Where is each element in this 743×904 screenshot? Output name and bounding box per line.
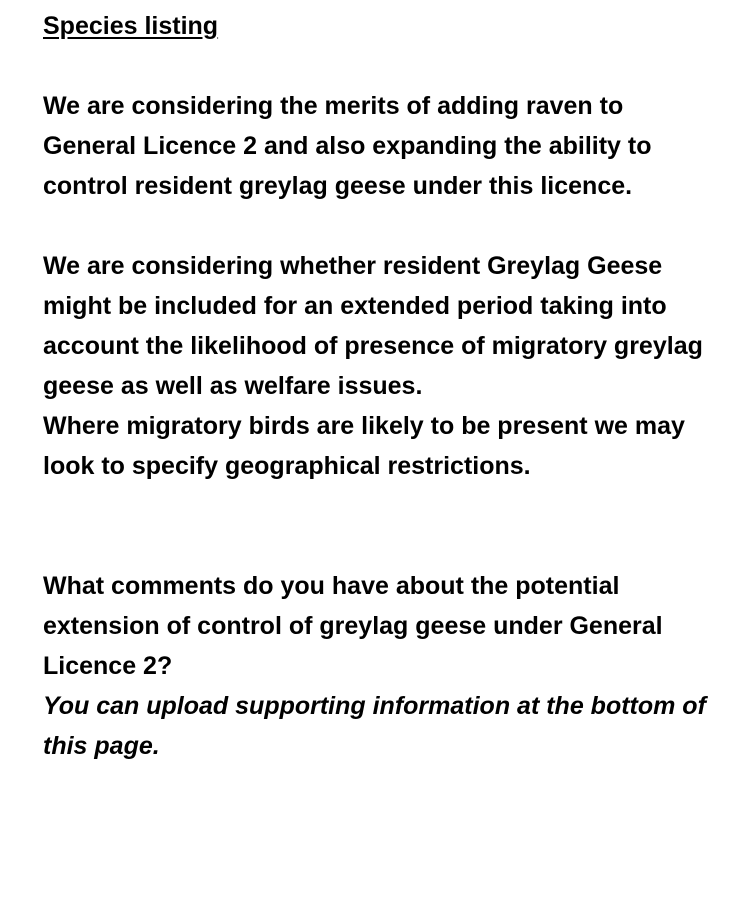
spacer	[43, 486, 723, 566]
paragraph-resident-greylag: We are considering whether resident Greylag Geese might be included for an extended period taking into account the likelihood of presence of migratory greylag geese as well as welfare issues.	[43, 252, 703, 400]
question-text: What comments do you have about the potential extension of control of greylag geese under General Licence 2?	[43, 572, 663, 680]
document-body	[43, 6, 723, 766]
paragraph-raven-greylag: We are considering the merits of adding raven to General Licence 2 and also expanding the ability to control resident greylag geese under this licence.	[43, 92, 652, 200]
section-heading: Species listing	[43, 12, 219, 40]
upload-hint: You can upload supporting information at the bottom of this page.	[43, 692, 706, 760]
paragraph-migratory-restrictions: Where migratory birds are likely to be present we may look to specify geographical restrictions.	[43, 412, 685, 480]
spacer	[43, 46, 723, 86]
spacer	[43, 206, 723, 246]
